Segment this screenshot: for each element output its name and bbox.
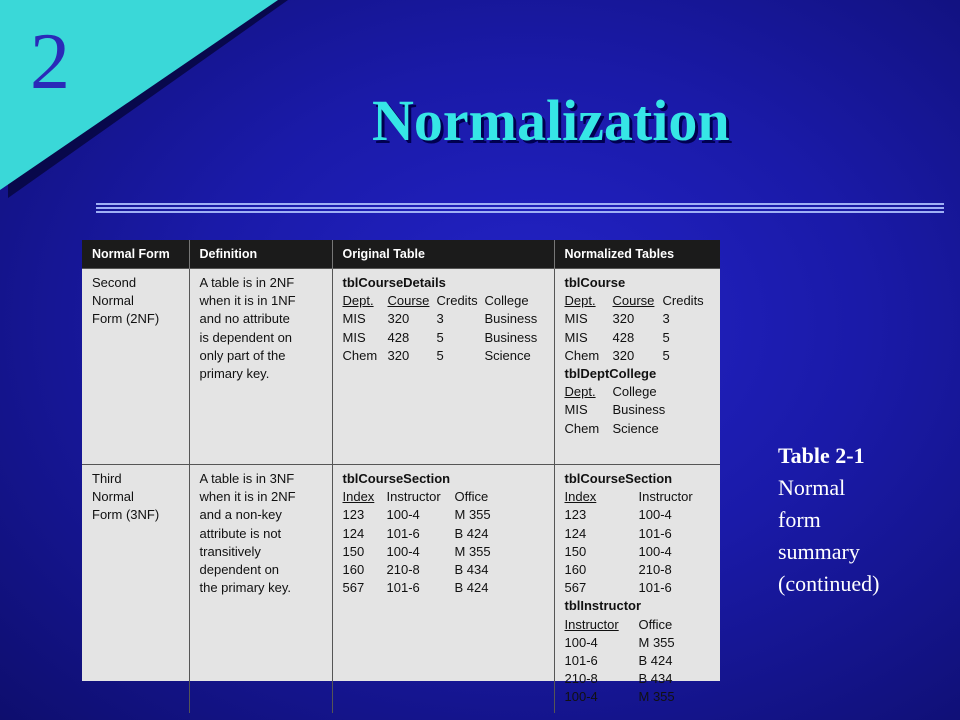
header-normalized-tables: Normalized Tables	[554, 240, 720, 269]
caption-line: (continued)	[778, 571, 880, 596]
subtable-title: tblCourseSection	[342, 471, 451, 486]
subtable-row: MIS Business	[564, 402, 666, 418]
subtable-row: 124 101-6	[564, 525, 672, 541]
subtable-row: MIS 428 5	[564, 329, 670, 345]
table-row-2nf	[82, 269, 720, 465]
cell-original-3nf	[332, 465, 554, 713]
subtable-header-row: Dept.Course Credits	[564, 293, 704, 309]
subtable-title: tblCourse	[564, 275, 626, 290]
subtable-row: 567 101-6	[564, 580, 672, 596]
subtable-row: 123 100-4	[564, 507, 672, 523]
subtable-row: 124 101-6 B 424	[342, 525, 489, 541]
slide-title: Normalization	[372, 88, 730, 153]
subtable-row: MIS 320 3	[564, 311, 670, 327]
header-original-table: Original Table	[332, 240, 554, 269]
subtable-row: Chem 320 5 Science	[342, 347, 531, 363]
cell-definition-3nf: A table is in 3NF when it is in 2NF and a non-key attribute is not transitively dependent on the primary key.	[189, 465, 332, 713]
subtable-row: Chem Science	[564, 420, 659, 436]
cell-original-2nf	[332, 269, 554, 465]
subtable-row: 160 210-8	[564, 562, 672, 578]
subtable-title: tblDeptCollege	[564, 366, 657, 382]
caption-label: Table 2-1	[778, 443, 865, 468]
caption-line: form	[778, 507, 821, 532]
subtable-row: 100-4 M 355	[564, 634, 675, 650]
subtable-row: MIS 320 3 Business	[342, 311, 538, 327]
header-definition: Definition	[189, 240, 332, 269]
subtable-row: 160 210-8 B 434	[342, 562, 489, 578]
cell-normalized-3nf	[554, 465, 720, 713]
cell-form-3nf: Third Normal Form (3NF)	[82, 465, 189, 713]
table-caption	[778, 440, 879, 600]
cell-definition-2nf: A table is in 2NF when it is in 1NF and no attribute is dependent on only part of the primary key.	[189, 269, 332, 465]
subtable-header-row: Index Instructor	[564, 489, 693, 505]
subtable-row: 100-4 M 355	[564, 689, 675, 705]
table-row-3nf	[82, 465, 720, 713]
cell-form-2nf: Second Normal Form (2NF)	[82, 269, 189, 465]
subtable-row: 101-6 B 424	[564, 653, 673, 669]
table-header-row	[82, 240, 720, 269]
subtable-row: 567 101-6 B 424	[342, 580, 489, 596]
subtable-row: MIS 428 5 Business	[342, 329, 538, 345]
subtable-header-row: Instructor Office	[564, 616, 673, 632]
subtable-row: 150 100-4 M 355	[342, 543, 491, 559]
chapter-number: 2	[30, 18, 70, 106]
caption-line: summary	[778, 539, 860, 564]
subtable-row: 123 100-4 M 355	[342, 507, 491, 523]
subtable-title: tblCourseDetails	[342, 275, 446, 290]
subtable-title: tblInstructor	[564, 598, 642, 614]
subtable-row: 210-8 B 434	[564, 671, 673, 687]
cell-normalized-2nf	[554, 269, 720, 465]
subtable-row: Chem 320 5	[564, 347, 670, 363]
title-divider	[96, 203, 944, 213]
subtable-row: 150 100-4	[564, 543, 672, 559]
subtable-header-row: Index Instructor Office	[342, 489, 489, 505]
header-normal-form: Normal Form	[82, 240, 189, 269]
subtable-header-row: Dept. College	[564, 384, 657, 400]
subtable-title: tblCourseSection	[564, 471, 673, 486]
subtable-header-row: Dept. Course Credits College	[342, 293, 529, 309]
caption-line: Normal	[778, 475, 846, 500]
normal-form-table	[82, 240, 720, 705]
